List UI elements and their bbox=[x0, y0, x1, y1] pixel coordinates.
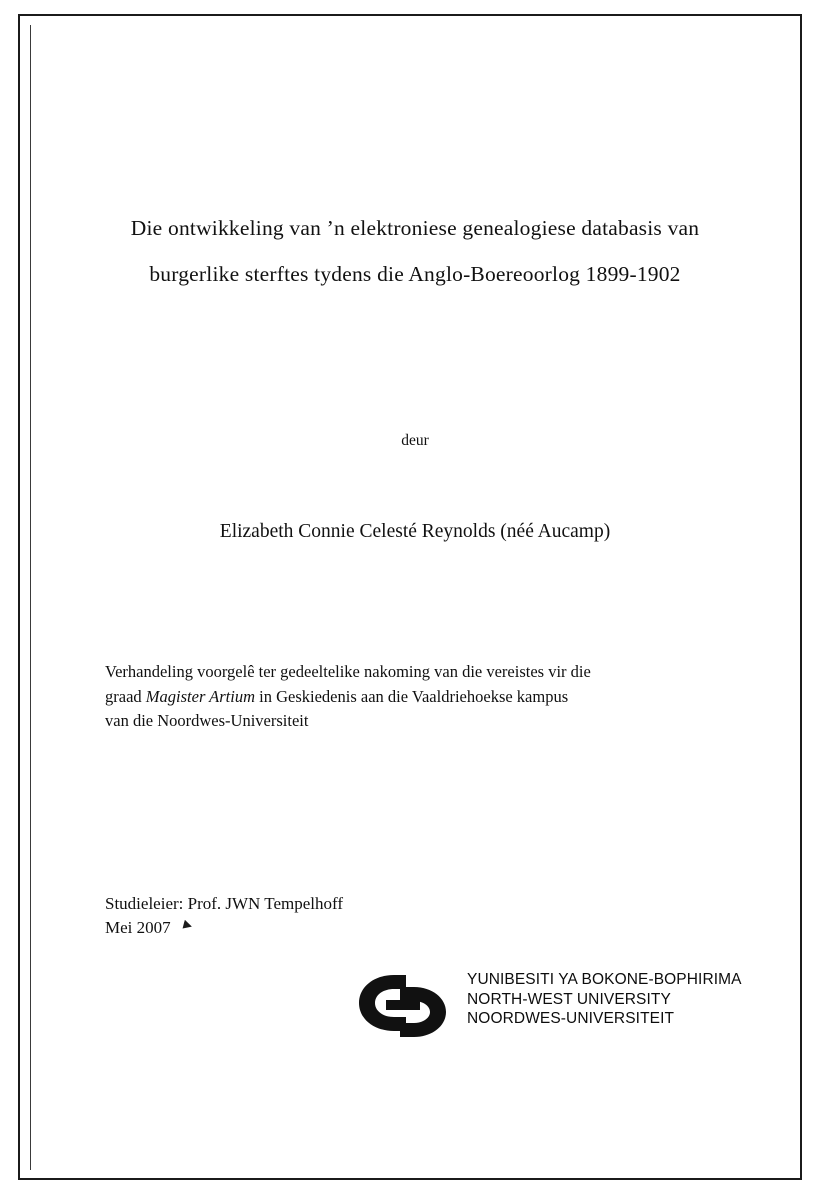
degree-statement-line-2-suffix: in Geskiedenis aan die Vaaldriehoekse kampus bbox=[255, 686, 569, 706]
supervisor-line: Studieleier: Prof. JWN Tempelhoff bbox=[105, 894, 344, 913]
date-line: Mei 2007 bbox=[105, 918, 171, 937]
degree-statement bbox=[105, 660, 727, 734]
logo-text-line-1: YUNIBESITI YA BOKONE-BOPHIRIMA bbox=[467, 971, 742, 988]
page-title bbox=[100, 205, 730, 297]
title-line-2: burgerlike sterftes tydens die Anglo-Boereoorlog 1899-1902 bbox=[149, 262, 681, 286]
degree-statement-line-2-prefix: graad bbox=[105, 686, 146, 706]
supervisor-and-date bbox=[105, 892, 705, 940]
logo-text-line-3: NOORDWES-UNIVERSITEIT bbox=[467, 1010, 675, 1027]
north-west-university-logo-icon bbox=[350, 969, 460, 1041]
degree-statement-line-2 bbox=[105, 685, 727, 710]
university-logo bbox=[255, 966, 742, 1046]
degree-name-italic: Magister Artium bbox=[145, 686, 256, 706]
degree-statement-line-3: van die Noordwes-Universiteit bbox=[105, 711, 309, 730]
title-page-content bbox=[100, 0, 742, 1200]
title-line-1: Die ontwikkeling van ’n elektroniese genealogiese databasis van bbox=[130, 216, 700, 240]
logo-text-line-2: NORTH-WEST UNIVERSITY bbox=[467, 990, 671, 1008]
byline-label: deur bbox=[401, 432, 429, 449]
author-name: Elizabeth Connie Celesté Reynolds (néé Aucamp) bbox=[219, 521, 611, 542]
degree-statement-line-1: Verhandeling voorgelê ter gedeeltelike nakoming van die vereistes vir die bbox=[105, 662, 591, 681]
university-logo-text bbox=[467, 970, 742, 1029]
